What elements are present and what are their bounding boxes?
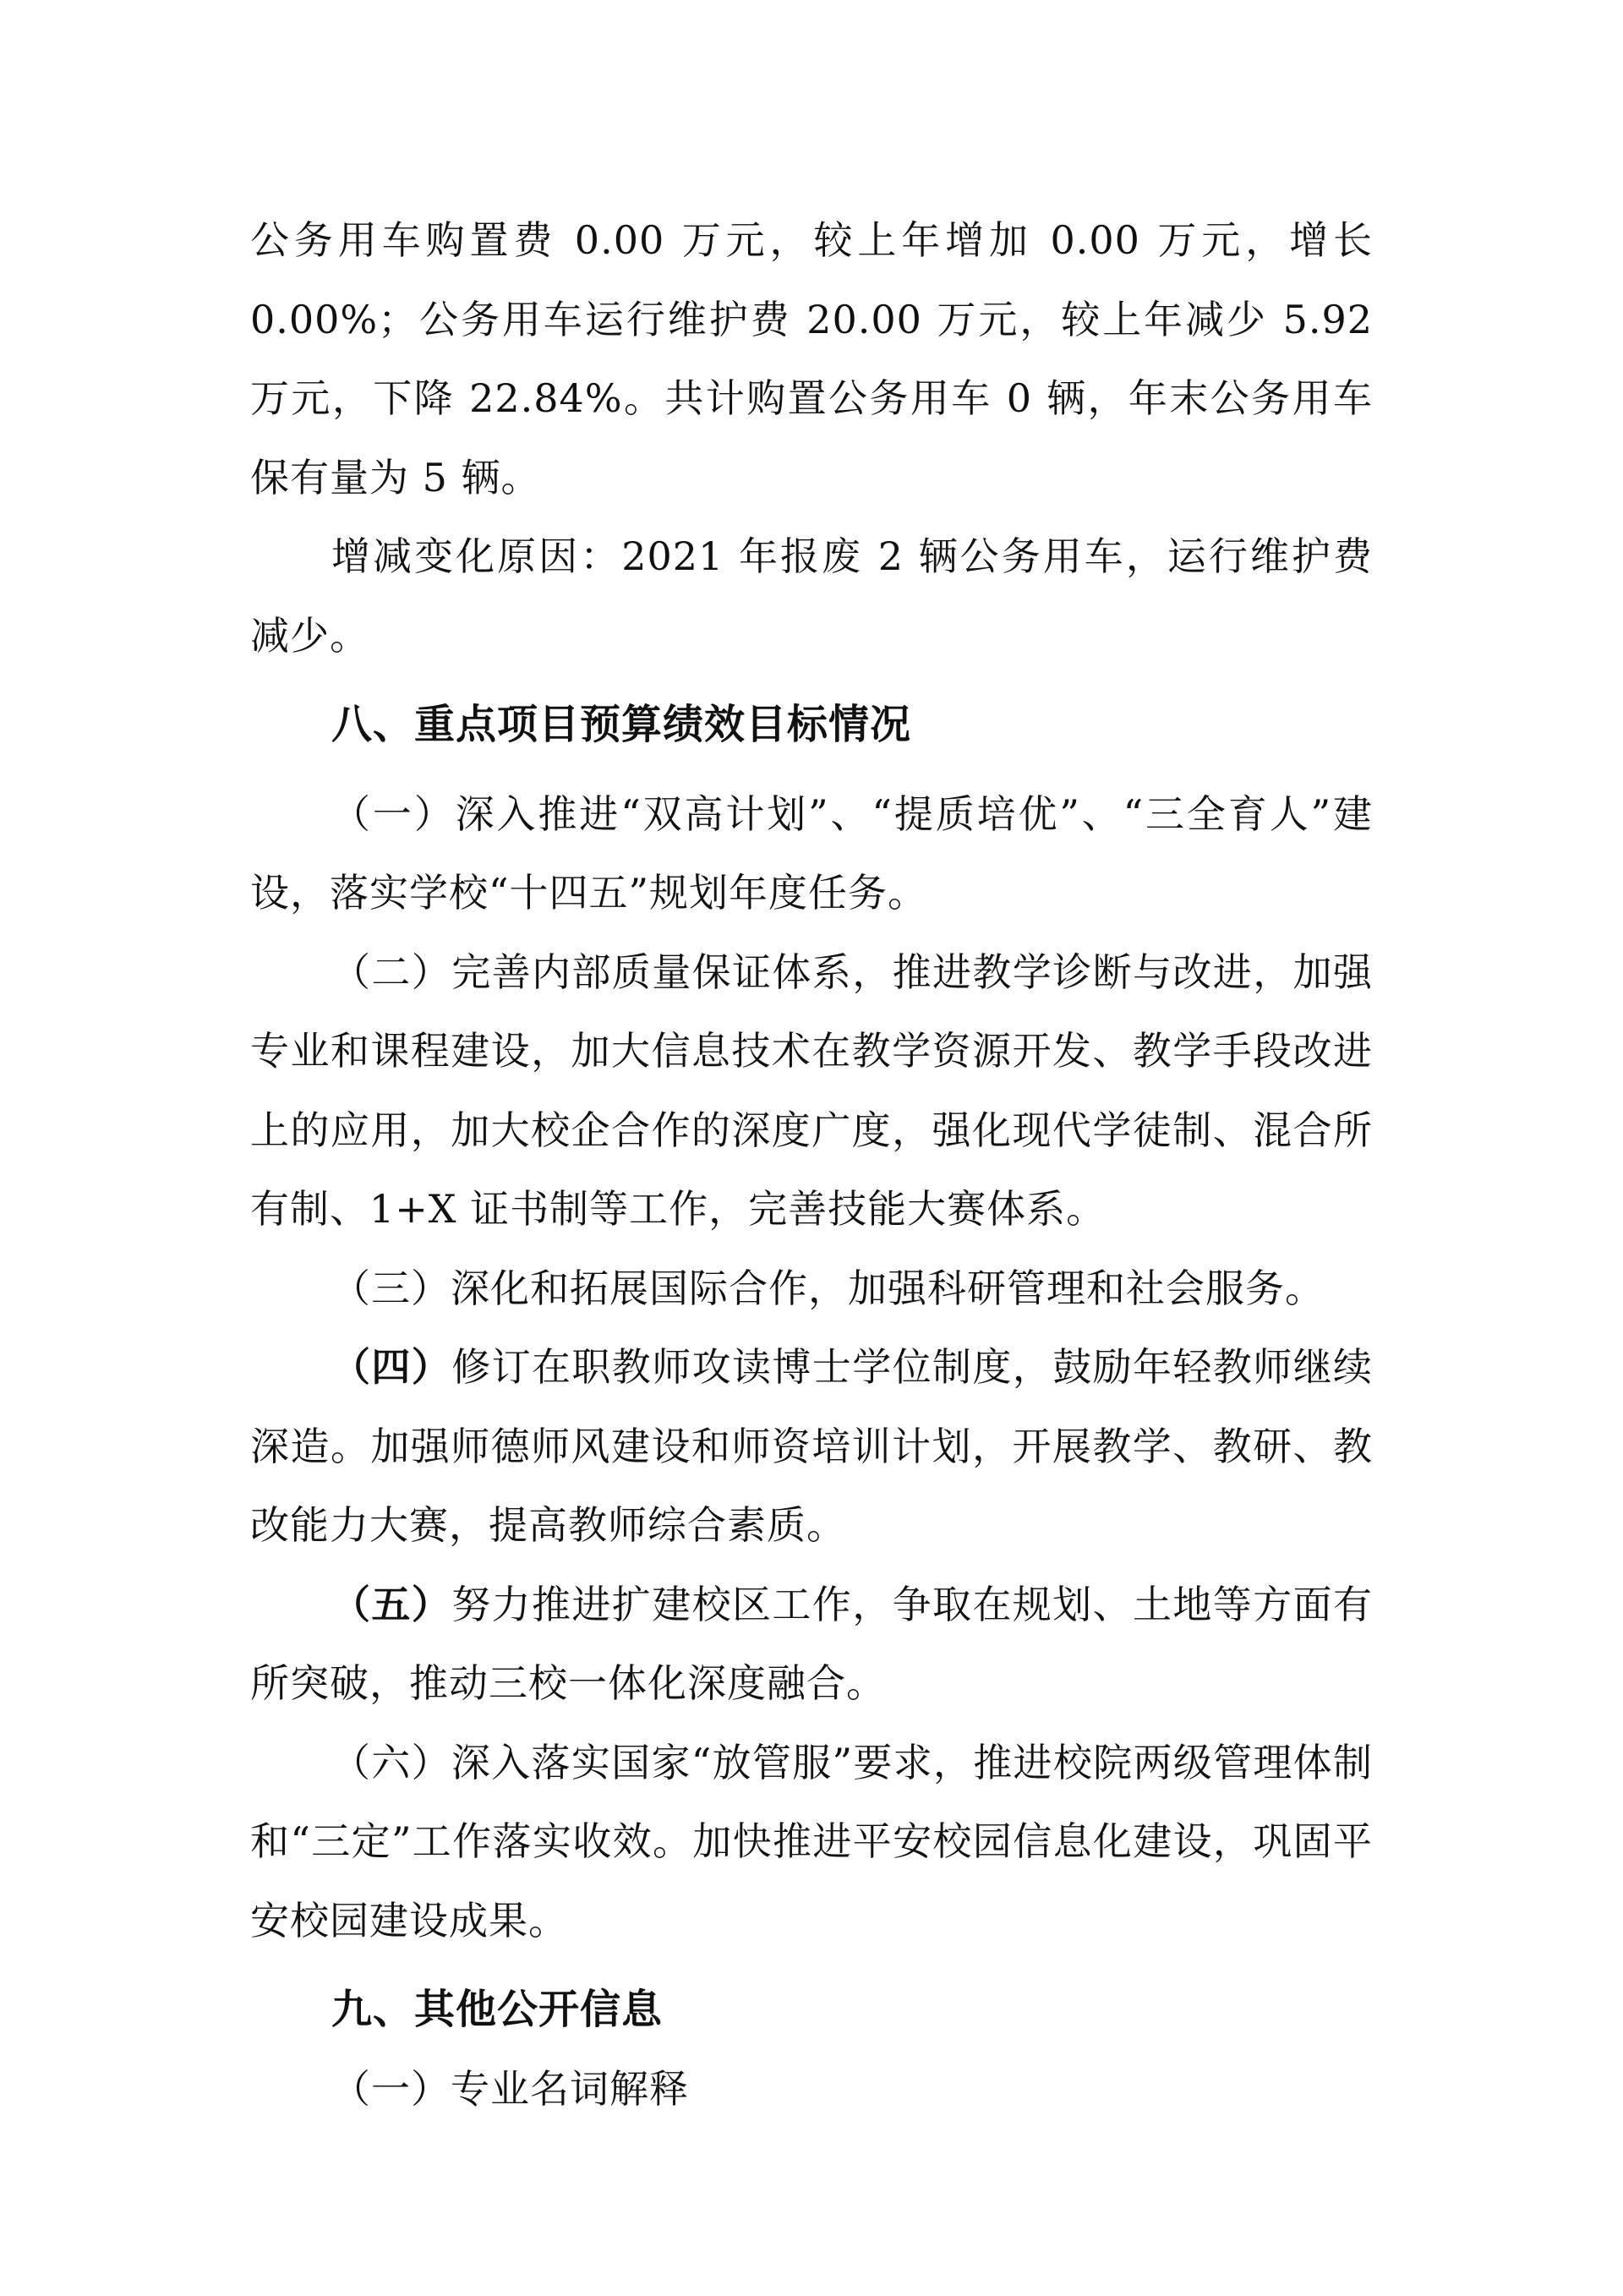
list-item-5-label: （五）	[331, 1581, 452, 1627]
list-item-4	[250, 1328, 1373, 1566]
section-heading-8: 八、重点项目预算绩效目标情况	[331, 701, 912, 748]
spacer	[250, 765, 1373, 775]
list-item-6: （六）深入落实国家“放管服”要求，推进校院两级管理体制和“三定”工作落实收效。加快推进平安校园信息化建设，巩固平安校园建设成果。	[250, 1739, 1373, 1943]
paragraph-vehicle-costs: 公务用车购置费 0.00 万元，较上年增加 0.00 万元，增长 0.00%；公务用车运行维护费 20.00 万元，较上年减少 5.92 万元，下降 22.84%。共计购置公务用车 0 辆，年末公务用车保有量为 5 辆。	[250, 217, 1373, 500]
paragraph-change-reason: 增减变化原因：2021 年报废 2 辆公务用车，运行维护费减少。	[250, 533, 1373, 659]
subheading-1: （一）专业名词解释	[331, 2065, 689, 2112]
list-item-4-text: 修订在职教师攻读博士学位制度，鼓励年轻教师继续深造。加强师德师风建设和师资培训计划，开展教学、教研、教改能力大赛，提高教师综合素质。	[250, 1344, 1374, 1548]
document-body	[250, 201, 1373, 2129]
list-item-5	[250, 1566, 1373, 1724]
list-item-5-text: 努力推进扩建校区工作，争取在规划、土地等方面有所突破，推动三校一体化深度融合。	[250, 1581, 1374, 1706]
list-item-1: （一）深入推进“双高计划”、“提质培优”、“三全育人”建设，落实学校“十四五”规划年度任务。	[250, 790, 1373, 916]
spacer	[250, 675, 1373, 686]
section-heading-9: 九、其他公开信息	[331, 1986, 664, 2033]
spacer	[250, 1960, 1373, 1971]
list-item-2: （二）完善内部质量保证体系，推进教学诊断与改进，加强专业和课程建设，加大信息技术在教学资源开发、教学手段改进上的应用，加大校企合作的深度广度，强化现代学徒制、混合所有制、1+X 证书制等工作，完善技能大赛体系。	[250, 948, 1373, 1232]
list-item-3: （三）深化和拓展国际合作，加强科研管理和社会服务。	[331, 1265, 1325, 1311]
list-item-4-label: （四）	[331, 1344, 452, 1390]
